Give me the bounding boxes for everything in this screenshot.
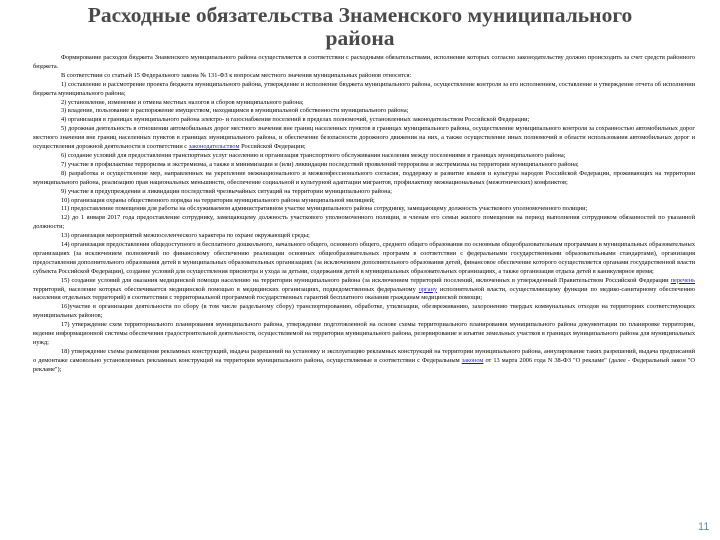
list-item: 11) предоставление помещения для работы на обслуживаемом административном участке муниципального района сотруднику, замещающему должность участкового уполномоченного полиции; [61, 205, 588, 213]
territory-list-link[interactable]: перечень [670, 276, 695, 284]
list-item: 15) создание условий для оказания медицинской помощи населению на территории муниципального района (за исключением территорий поселений, включенных в утвержденный Правительством Российской Федерации перечень территорий, население которых обеспечивается медицинской помощью в медицинских организациях, подведомственных федеральному органу исполнительной власти, осуществляющему функции по медико-санитарному обеспечению населения отдельных территорий) в соответствии с территориальной программой государственных гарантий бесплатного оказания гражданам медицинской помощи; [33, 276, 695, 302]
list-item: 12) до 1 января 2017 года предоставление сотруднику, замещающему должность участкового уполномоченного полиции, и членам его семьи жилого помещения на период выполнения сотрудником обязанностей по указанной должности; [33, 214, 695, 231]
legislation-link[interactable]: законодательством [188, 143, 240, 151]
list-item: 18) утверждение схемы размещения рекламных конструкций, выдача разрешений на установку и эксплуатацию рекламных конструкций на территории муниципального района, аннулирование таких разрешений, выдача предписаний о демонтаже самовольно установленных рекламных конструкций на территории муниципального района, осуществляемые в соответствии с Федеральным законом от 13 марта 2006 года N 38-ФЗ "О рекламе" (далее - Федеральный закон "О рекламе"); [33, 347, 695, 373]
list-item: 7) участие в профилактике терроризма и экстремизма, а также в минимизации и (или) ликвидации последствий проявлений терроризма и экстремизма на территории муниципального района; [61, 160, 579, 168]
list-item: 2) установление, изменение и отмена местных налогов и сборов муниципального района; [61, 98, 304, 106]
page-number: 11 [698, 521, 710, 533]
list-item: 4) организация в границах муниципального района электро- и газоснабжения поселений в пределах полномочий, установленных законодательством Российской Федерации; [61, 116, 530, 124]
list-item: 16)участие в организации деятельности по сбору (в том числе раздельному сбору) транспортированию, обработке, утилизации, обезвреживанию, захоронению твердых коммунальных отходов на территориях соответствующих муниципальных районов; [33, 303, 695, 320]
paragraph: В соответствии со статьей 15 Федерального закона № 131-ФЗ к вопросам местного значения муниципальных районов относятся: [61, 71, 412, 79]
list-item: 17) утверждение схем территориального планирования муниципального района, утверждение подготовленной на основе схемы территориального планирования муниципального района документации по планировке территории, ведение информационной системы обеспечения градостроительной деятельности, осуществляемой на территории муниципального района, резервирование и изъятие земельных участков в границах муниципального района для муниципальных нужд; [33, 321, 695, 346]
document-body [33, 54, 695, 375]
federal-agency-link[interactable]: органу [418, 285, 438, 293]
list-item: 1) составление и рассмотрение проекта бюджета муниципального района, утверждение и исполнение бюджета муниципального района, осуществление контроля за его исполнением, составление и утверждение отчета об исполнении бюджета муниципального района; [33, 80, 695, 97]
list-item: 14) организация предоставления общедоступного и бесплатного дошкольного, начального общего, основного общего, среднего общего образования по основным общеобразовательным программам в муниципальных образовательных организациях (за исключением полномочий по финансовому обеспечению реализации основных общеобразовательных программ в соответствии с федеральными государственными образовательными стандартами), организация предоставления дополнительного образования детей в муниципальных образовательных организациях (за исключением дополнительного образования детей, финансовое обеспечение которого осуществляется органами государственной власти субъекта Российской Федерации), создание условий для осуществления присмотра и ухода за детьми, содержания детей в муниципальных образовательных организациях, а также организация отдыха детей в каникулярное время; [33, 241, 695, 275]
list-item: 8) разработка и осуществление мер, направленных на укрепление межнационального и межконфессионального согласия, поддержку и развитие языков и культуры народов Российской Федерации, проживающих на территории муниципального района, реализацию прав национальных меньшинств, обеспечение социальной и культурной адаптации мигрантов, профилактику межнациональных (межэтнических) конфликтов; [33, 169, 695, 186]
page-title: Расходные обязательства Знаменского муниципального района [87, 3, 633, 50]
list-item: 3) владение, пользование и распоряжение имуществом, находящимся в муниципальной собственности муниципального района; [61, 107, 409, 115]
advertising-law-link[interactable]: законом [461, 356, 484, 364]
list-item: 9) участие в предупреждении и ликвидации последствий чрезвычайных ситуаций на территории муниципального района; [61, 187, 393, 195]
list-item: 10) организация охраны общественного порядка на территории муниципального района муниципальной милицией; [61, 196, 375, 204]
list-item: 13) организация мероприятий межпоселенческого характера по охране окружающей среды; [61, 232, 310, 240]
list-item: 5) дорожная деятельность в отношении автомобильных дорог местного значения вне границ населенных пунктов в границах муниципального района, осуществление муниципального контроля за сохранностью автомобильных дорог местного значения вне границ населенных пунктов в границах муниципального района, и обеспечение безопасности дорожного движения на них, а также осуществление иных полномочий в области использования автомобильных дорог и осуществления дорожной деятельности в соответствии с законодательством Российской Федерации; [33, 125, 695, 151]
list-item: 6) создание условий для предоставления транспортных услуг населению и организация транспортного обслуживания населения между поселениями в границах муниципального района; [61, 151, 566, 159]
paragraph: Формирование расходов бюджета Знаменского муниципального района осуществляется в соответствии с расходными обязательствами, исполнение которых согласно законодательству должно происходить за счет средств районного бюджета. [33, 54, 695, 70]
